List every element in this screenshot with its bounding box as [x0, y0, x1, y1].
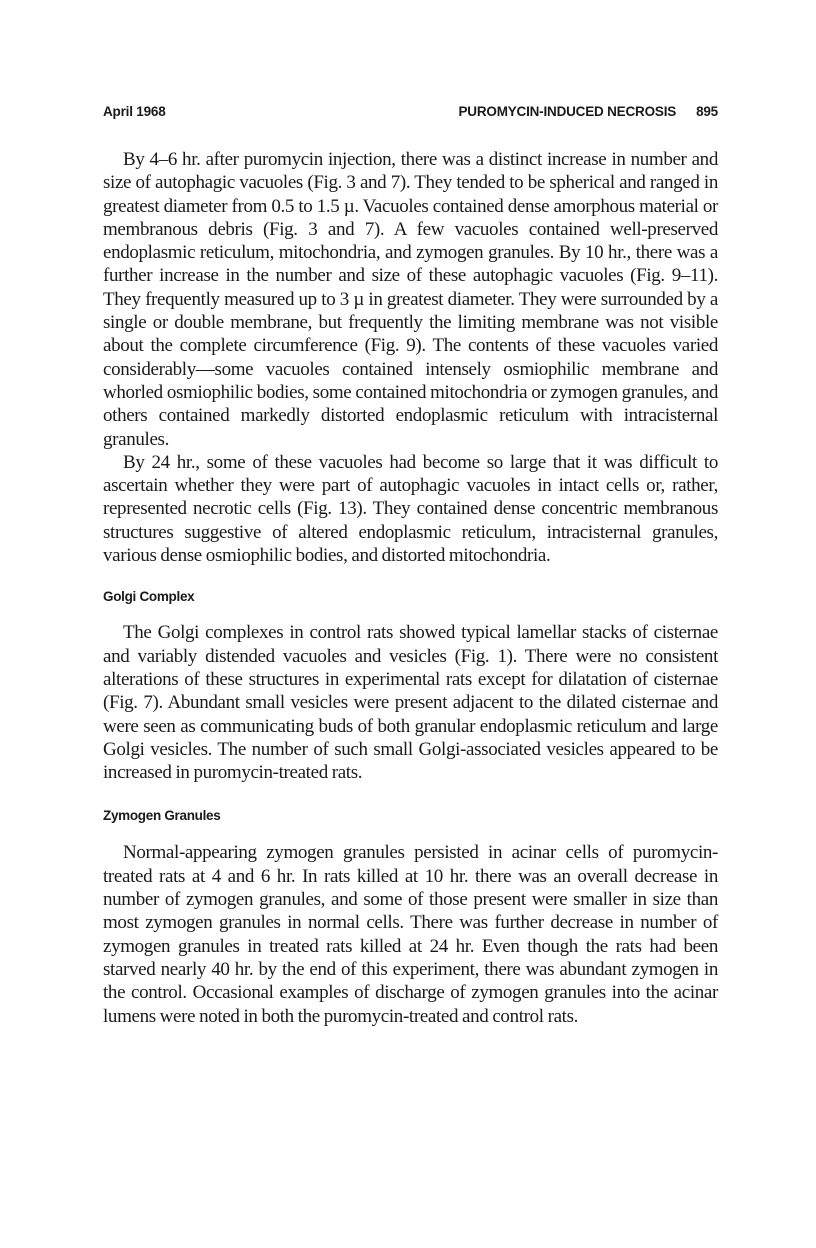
page-number: 895: [696, 104, 718, 119]
section-heading-zymogen: Zymogen Granules: [103, 808, 221, 824]
paragraph-zymogen: Normal-appearing zymogen granules persisted in acinar cells of puromycin-treated rats at 4 and 6 hr. In rats killed at 10 hr. there was an overall decrease in number of zymogen granules, and some of those present were smaller in size than most zymogen granules in normal cells. There was further decrease in number of zymogen granules in treated rats killed at 24 hr. Even though the rats had been starved nearly 40 hr. by the end of this experiment, there was abundant zymogen in the control. Occasional examples of discharge of zymogen granules into the acinar lumens were noted in both the puromycin-treated and control rats.: [103, 842, 718, 1027]
article-body: [103, 148, 718, 1028]
paragraph-autophagic-vacuoles: By 4–6 hr. after puromycin injection, there was a distinct increase in number and size of autophagic vacuoles (Fig. 3 and 7). They tended to be spherical and ranged in greatest diameter from 0.5 to 1.5 µ. Vacuoles contained dense amorphous material or membranous debris (Fig. 3 and 7). A few vacuoles contained well-preserved endoplasmic reticulum, mitochondria, and zymogen granules. By 10 hr., there was a further increase in the number and size of these autophagic vacuoles (Fig. 9–11). They frequently measured up to 3 µ in greatest diameter. They were surrounded by a single or double membrane, but frequently the limiting membrane was not visible about the complete circumference (Fig. 9). The contents of these vacuoles varied considerably—some vacuoles contained intensely osmiophilic membrane and whorled osmiophilic bodies, some contained mitochondria or zymogen granules, and others contained markedly distorted endoplasmic reticulum with intracisternal granules.: [103, 149, 718, 450]
section-heading-golgi: Golgi Complex: [103, 589, 195, 605]
paragraph-24hr-vacuoles: By 24 hr., some of these vacuoles had become so large that it was difficult to ascertain whether they were part of autophagic vacuoles in intact cells or, rather, represented necrotic cells (Fig. 13). They contained dense concentric membranous structures suggestive of altered endoplasmic reticulum, intracisternal granules, various dense osmiophilic bodies, and distorted mitochondria.: [103, 451, 718, 567]
header-right: [458, 104, 718, 119]
running-title: PUROMYCIN-INDUCED NECROSIS: [458, 104, 677, 119]
running-header: [103, 104, 718, 126]
issue-date: April 1968: [103, 104, 166, 119]
paragraph-golgi: The Golgi complexes in control rats showed typical lamellar stacks of cisternae and variably distended vacuoles and vesicles (Fig. 1). There were no consistent alterations of these structures in experimental rats except for dilatation of cisternae (Fig. 7). Abundant small vesicles were present adjacent to the dilated cisternae and were seen as communicating buds of both granular endoplasmic reticulum and large Golgi vesicles. The number of such small Golgi-associated vesicles appeared to be increased in puromycin-treated rats.: [103, 622, 718, 784]
